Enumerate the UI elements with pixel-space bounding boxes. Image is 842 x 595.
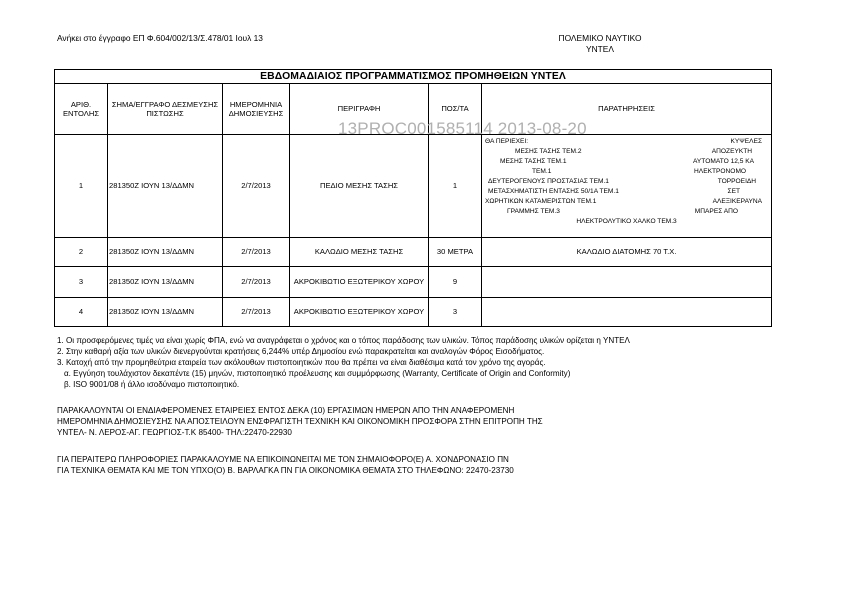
remarks-text: ΑΥΤΟΜΑΤΟ 12,5 ΚΑ (692, 158, 755, 165)
submission-paragraph-line: ΠΑΡΑΚΑΛΟΥΝΤΑΙ ΟΙ ΕΝΔΙΑΦΕΡΟΜΕΝΕΣ ΕΤΑΙΡΕΙΕΣ ΕΝΤΟΣ ΔΕΚΑ (10) ΕΡΓΑΣΙΜΩΝ ΗΜΕΡΩΝ ΑΠΟ ΤΗΝ ΑΝΑΦΕΡΟΜΕΝΗ (57, 406, 515, 415)
submission-paragraph-line: ΗΜΕΡΟΜΗΝΙΑ ΔΗΜΟΣΙΕΥΣΗΣ ΝΑ ΑΠΟΣΤΕΙΛΟΥΝ ΕΝΣΦΡΑΓΙΣΤΗ ΤΕΧΝΙΚΗ ΚΑΙ ΟΙΚΟΝΟΜΙΚΗ ΠΡΟΣΦΟΡΑ ΣΤΗΝ ΕΠΙΤΡΟΠΗ ΤΗΣ (57, 417, 543, 426)
footnote-2: 2. Στην καθαρή αξία των υλικών διενεργούνται κρατήσεις 6,244% υπέρ Δημοσίου ενώ παρακρατείται και αναλογών Φόρος Εισοδήματος. (57, 347, 545, 356)
remarks-text: ΘΑ ΠΕΡΙΕΧΕΙ: (485, 138, 529, 145)
cell-reference: 281350Ζ ΙΟΥΝ 13/ΔΔΜΝ (108, 267, 223, 298)
remarks-text: ΑΠΟΖΕΥΚΤΗ (711, 148, 753, 155)
table-row (55, 267, 772, 298)
procurement-table (54, 69, 772, 327)
cell-date: 2/7/2013 (223, 298, 290, 327)
remarks-text: ΤΕΜ.1 (532, 168, 552, 175)
cell-description: ΑΚΡΟΚΙΒΩΤΙΟ ΕΞΩΤΕΡΙΚΟΥ ΧΩΡΟΥ (290, 298, 429, 327)
table-row (55, 298, 772, 327)
remarks-text: ΣΕΤ (727, 188, 741, 195)
cell-quantity: 1 (429, 135, 482, 238)
cell-order-no: 2 (55, 238, 108, 267)
remarks-text: ΜΕΣΗΣ ΤΑΣΗΣ ΤΕΜ.2 (515, 148, 582, 155)
footnote-3: 3. Κατοχή από την προμηθεύτρια εταιρεία των ακόλουθων πιστοποιητικών που θα πρέπει να είναι διαθέσιμα κατά τον χρόνο της αγοράς. (57, 358, 546, 367)
remarks-text: ΜΕΤΑΣΧΗΜΑΤΙΣΤΗ ΕΝΤΑΣΗΣ 50/1Α ΤΕΜ.1 (488, 188, 619, 195)
cell-description: ΠΕΔΙΟ ΜΕΣΗΣ ΤΑΣΗΣ (290, 135, 429, 238)
remarks-text: ΗΛΕΚΤΡΟΝΟΜΟ (694, 168, 747, 175)
table-row (55, 135, 772, 238)
cell-date: 2/7/2013 (223, 267, 290, 298)
cell-reference: 281350Ζ ΙΟΥΝ 13/ΔΔΜΝ (108, 238, 223, 267)
cell-remarks (482, 267, 772, 298)
footnote-3a: α. Εγγύηση τουλάχιστον δεκαπέντε (15) μηνών, πιστοποιητικό προέλευσης και συμμόρφωσης (Warranty, Certificate of Origin and Conformity) (64, 369, 571, 378)
contact-paragraph-line: ΓΙΑ ΤΕΧΝΙΚΑ ΘΕΜΑΤΑ ΚΑΙ ΜΕ ΤΟΝ ΥΠΧΟ(Ο) Β. ΒΑΡΛΑΓΚΑ ΠΝ ΓΙΑ ΟΙΚΟΝΟΜΙΚΑ ΘΕΜΑΤΑ ΣΤΟ ΤΗΛΕΦΩΝΟ: 22470-23730 (57, 466, 514, 475)
col-header-order-no: ΑΡΙΘ. ΕΝΤΟΛΗΣ (55, 84, 108, 135)
table-row (55, 238, 772, 267)
cell-reference: 281350Ζ ΙΟΥΝ 13/ΔΔΜΝ (108, 135, 223, 238)
cell-quantity: 9 (429, 267, 482, 298)
table-title: ΕΒΔΟΜΑΔΙΑΙΟΣ ΠΡΟΓΡΑΜΜΑΤΙΣΜΟΣ ΠΡΟΜΗΘΕΙΩΝ ΥΝΤΕΛ (55, 70, 772, 84)
footnote-1: 1. Οι προσφερόμενες τιμές να είναι χωρίς ΦΠΑ, ενώ να αναγράφεται ο χρόνος και ο τόπος παράδοσης των υλικών. Τόπος παράδοσης υλικών ορίζεται η ΥΝΤΕΛ (57, 336, 630, 345)
unit-name: ΥΝΤΕΛ (586, 44, 614, 54)
cell-quantity: 30 ΜΕΤΡΑ (429, 238, 482, 267)
remarks-text: ΜΕΣΗΣ ΤΑΣΗΣ ΤΕΜ.1 (500, 158, 567, 165)
cell-reference: 281350Ζ ΙΟΥΝ 13/ΔΔΜΝ (108, 298, 223, 327)
remarks-text: ΓΡΑΜΜΗΣ ΤΕΜ.3 (507, 208, 560, 215)
submission-paragraph-line: ΥΝΤΕΛ- Ν. ΛΕΡΟΣ-ΑΓ. ΓΕΩΡΓΙΟΣ-Τ.Κ 85400- ΤΗΛ:22470-22930 (57, 428, 292, 437)
cell-order-no: 1 (55, 135, 108, 238)
col-header-reference: ΣΗΜΑ/ΕΓΓΡΑΦΟ ΔΕΣΜΕΥΣΗΣ ΠΙΣΤΩΣΗΣ (108, 84, 223, 135)
footnote-3b: β. ISO 9001/08 ή άλλο ισοδύναμο πιστοποιητικό. (64, 380, 240, 389)
contact-paragraph-line: ΓΙΑ ΠΕΡΑΙΤΕΡΩ ΠΛΗΡΟΦΟΡΙΕΣ ΠΑΡΑΚΑΛΟΥΜΕ ΝΑ ΕΠΙΚΟΙΝΩΝΕΙΤΑΙ ΜΕ ΤΟΝ ΣΗΜΑΙΟΦΟΡΟ(Ε) Α. ΧΟΝΔΡΟΝΑΣΙΟ ΠΝ (57, 455, 509, 464)
remarks-text: ΔΕΥΤΕΡΟΓΕΝΟΥΣ ΠΡΟΣΤΑΣΙΑΣ ΤΕΜ.1 (488, 178, 609, 185)
organization-name: ΠΟΛΕΜΙΚΟ ΝΑΥΤΙΚΟ (558, 33, 642, 43)
document-watermark: 13PROC001585114 2013-08-20 (338, 119, 587, 138)
remarks-text: ΑΛΕΞΙΚΕΡΑΥΝΑ (712, 198, 763, 205)
remarks-text: ΧΩΡΗΤΙΚΩΝ ΚΑΤΑΜΕΡΙΣΤΩΝ ΤΕΜ.1 (485, 198, 597, 205)
cell-description: ΚΑΛΩΔΙΟ ΜΕΣΗΣ ΤΑΣΗΣ (290, 238, 429, 267)
col-header-quantity: ΠΟΣ/ΤΑ (429, 84, 482, 135)
remarks-text: ΗΛΕΚΤΡΟΛΥΤΙΚΟ ΧΑΛΚΟ ΤΕΜ.3 (576, 218, 677, 225)
cell-date: 2/7/2013 (223, 238, 290, 267)
document-reference: Ανήκει στο έγγραφο ΕΠ Φ.604/002/13/Σ.478/01 Ιουλ 13 (57, 33, 263, 43)
col-header-description: ΠΕΡΙΓΡΑΦΗ (290, 84, 429, 135)
remarks-text: ΜΠΑΡΕΣ ΑΠΟ (694, 208, 739, 215)
col-header-date: ΗΜΕΡΟΜΗΝΙΑ ΔΗΜΟΣΙΕΥΣΗΣ (223, 84, 290, 135)
cell-remarks: ΚΑΛΩΔΙΟ ΔΙΑΤΟΜΗΣ 70 Τ.Χ. (482, 238, 772, 267)
cell-remarks (482, 298, 772, 327)
cell-order-no: 4 (55, 298, 108, 327)
remarks-text: ΚΥΨΕΛΕΣ (730, 138, 763, 145)
cell-remarks (482, 135, 772, 238)
cell-order-no: 3 (55, 267, 108, 298)
col-header-remarks: ΠΑΡΑΤΗΡΗΣΕΙΣ (482, 84, 772, 135)
cell-date: 2/7/2013 (223, 135, 290, 238)
cell-description: ΑΚΡΟΚΙΒΩΤΙΟ ΕΞΩΤΕΡΙΚΟΥ ΧΩΡΟΥ (290, 267, 429, 298)
cell-quantity: 3 (429, 298, 482, 327)
remarks-text: ΤΟΡΡΟΕΙΔΗ (717, 178, 757, 185)
